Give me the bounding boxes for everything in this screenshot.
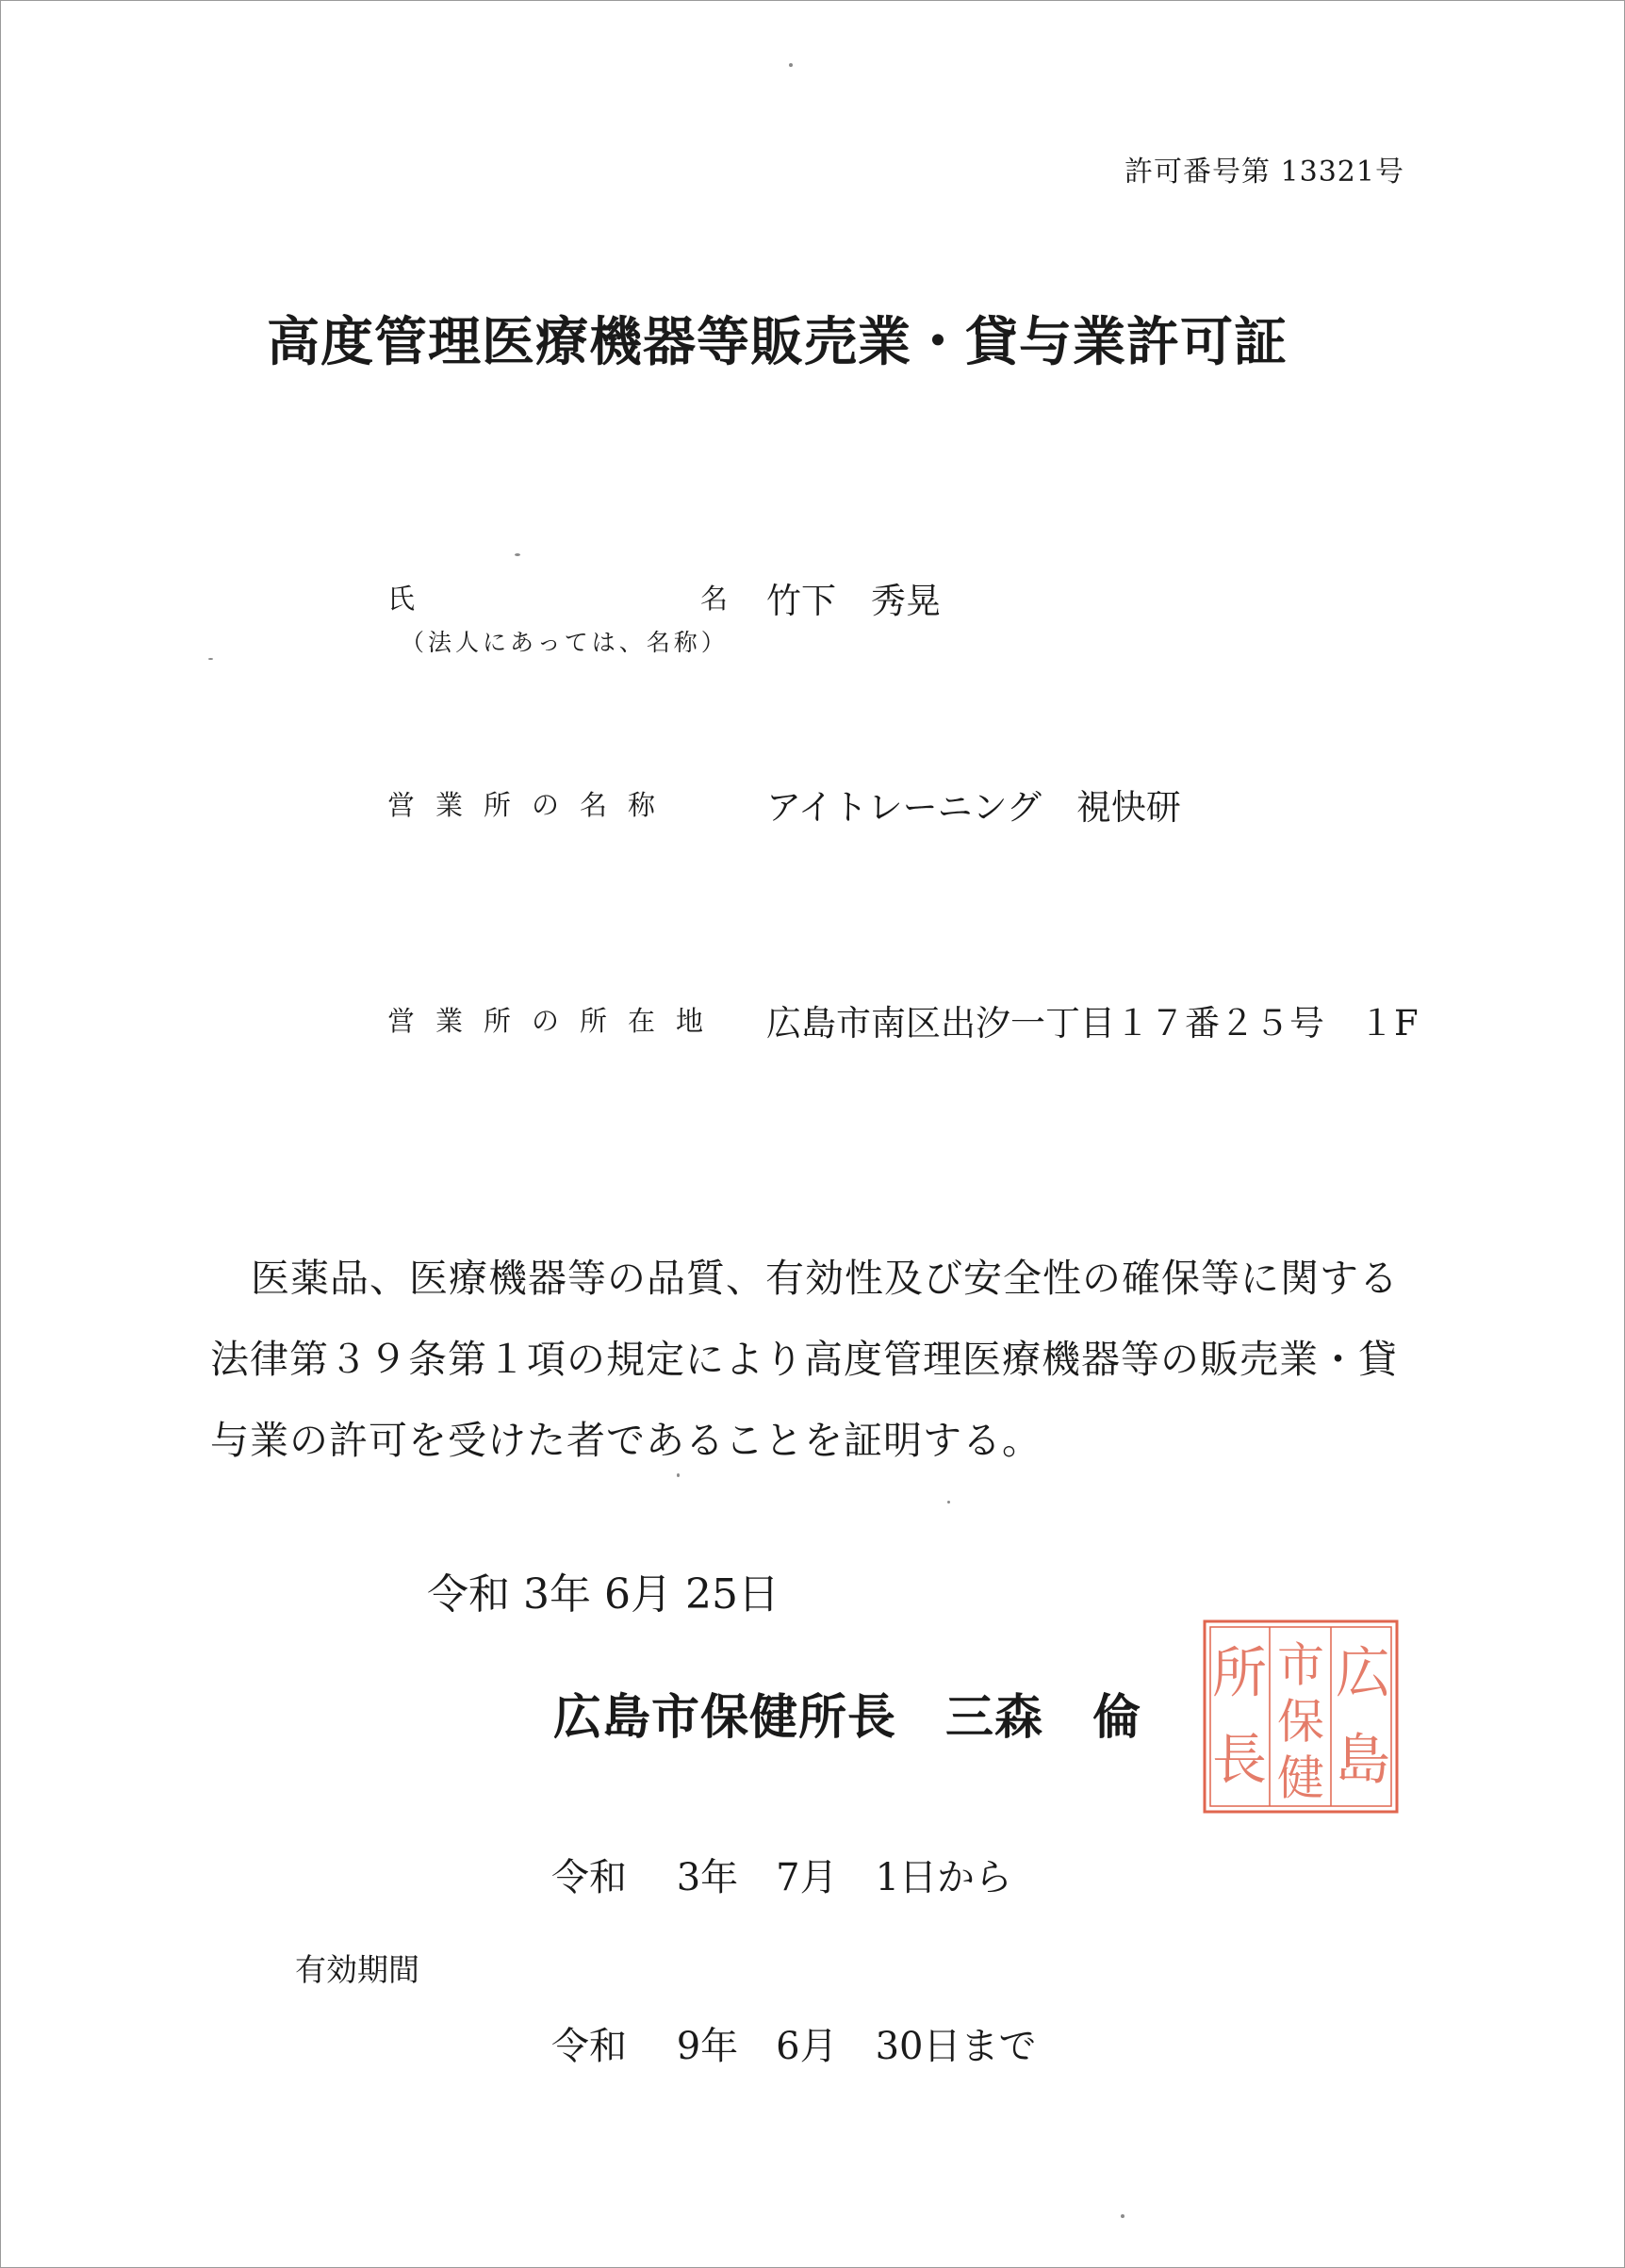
seal-character: 所: [1211, 1640, 1268, 1705]
validity-label: 有効期間: [295, 1951, 419, 1988]
seal-character: 長: [1211, 1727, 1268, 1792]
scan-speck: [515, 553, 520, 556]
validity-start: 令和 3年 7月 1日から: [551, 1856, 1013, 1899]
office-name-label: 営業所の名称: [387, 789, 677, 821]
scan-speck: [208, 658, 213, 660]
validity-end: 令和 9年 6月 30日まで: [551, 2025, 1037, 2068]
seal-character: 広: [1335, 1640, 1391, 1705]
holder-name: 竹下 秀晃: [766, 581, 941, 621]
issue-date: 令和 3年 6月 25日: [427, 1570, 780, 1619]
office-address-value: 広島市南区出汐一丁目１７番２５号 １F: [766, 1003, 1419, 1044]
holder-label-last: 名: [700, 583, 729, 615]
seal-character: 島: [1335, 1727, 1391, 1792]
certification-statement: 医薬品、医療機器等の品質、有効性及び安全性の確保等に関する法律第３９条第１項の規定により高度管理医療機器等の販売業・貸与業の許可を受けた者であることを証明する。: [210, 1256, 1399, 1463]
scan-speck: [947, 1501, 950, 1504]
holder-label-first: 氏: [387, 583, 416, 615]
scan-speck: [789, 63, 793, 67]
office-address-label: 営業所の所在地: [387, 1005, 725, 1037]
seal-character: 健: [1277, 1750, 1324, 1806]
seal-character: 市: [1277, 1637, 1324, 1693]
scan-speck: [1121, 2214, 1124, 2218]
document-title: 高度管理医療機器等販売業・貸与業許可証: [267, 311, 1288, 373]
seal-character: 保: [1277, 1694, 1324, 1750]
issuer-name: 広島市保健所長 三森 倫: [553, 1689, 1142, 1746]
official-seal-stamp: [1201, 1618, 1401, 1816]
permit-number: 許可番号第 13321号: [1124, 156, 1404, 189]
office-name-value: アイトレーニング 視快研: [766, 787, 1181, 828]
scan-speck: [677, 1473, 680, 1477]
holder-label-note: （法人にあっては、名称）: [401, 629, 729, 656]
